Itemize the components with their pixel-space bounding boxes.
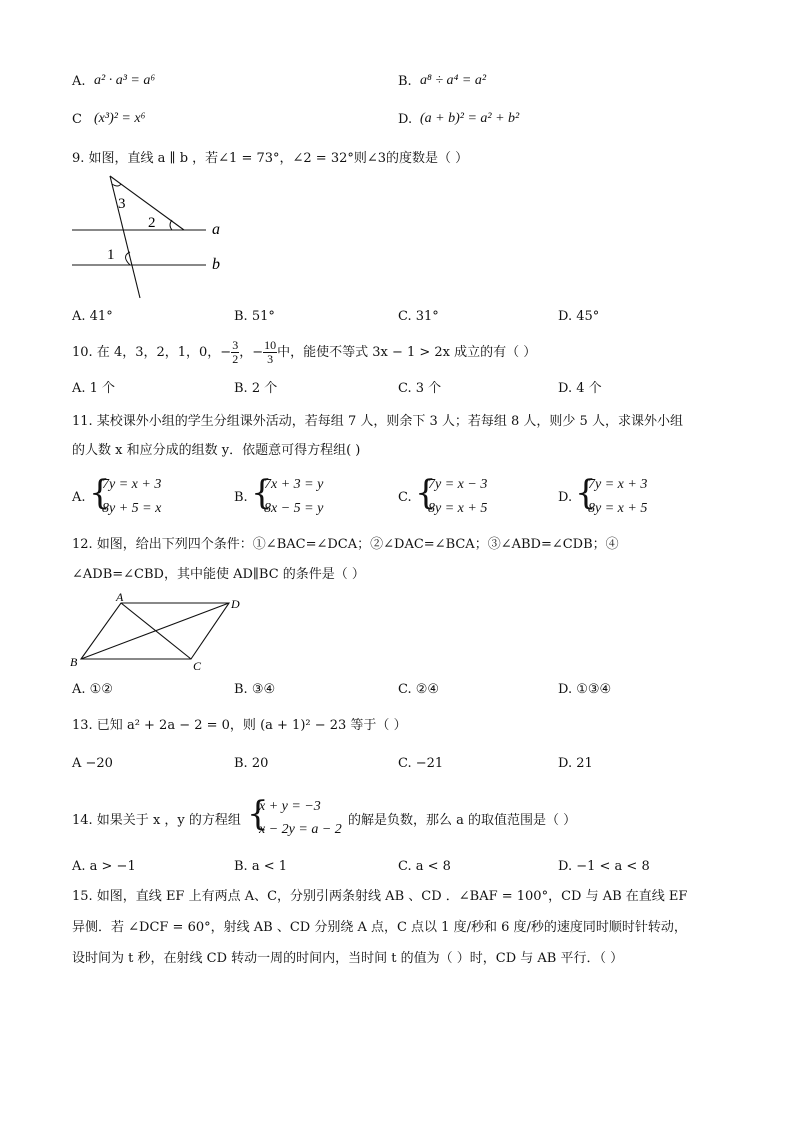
diagonal-bd <box>81 603 229 659</box>
q9-option-d: D. 45° <box>558 309 600 324</box>
q9-option-a: A. 41° <box>72 309 113 324</box>
q14-equation-2: x − 2y = a − 2 <box>259 822 342 837</box>
q10-stem-pre: 10. 在 4，3，2，1，0，− <box>72 345 232 360</box>
q13-stem: 13. 已知 a² + 2a − 2 = 0，则 (a + 1)² − 23 等于（ ） <box>72 718 407 733</box>
q9-option-c: C. 31° <box>398 309 439 324</box>
q12-figure <box>66 592 256 678</box>
vertex-c-label: C <box>193 659 202 673</box>
q12-option-d: D. ①③④ <box>558 682 612 697</box>
q12-option-c: C. ②④ <box>398 682 440 697</box>
q14-equation-1: x + y = −3 <box>259 799 321 814</box>
q10-stem-post: 中，能使不等式 3x − 1 > 2x 成立的有（ ） <box>277 345 537 360</box>
q12-stem-line2: ∠ADB=∠CBD，其中能使 AD∥BC 的条件是（ ） <box>72 567 365 582</box>
angle-1-label: 1 <box>107 247 115 263</box>
q14-stem-post: 的解是负数，那么 a 的取值范围是（ ） <box>348 813 577 828</box>
vertex-d-label: D <box>231 597 240 611</box>
q9-option-b: B. 51° <box>234 309 275 324</box>
q10-fraction-2: $\frac{10}{3}$ <box>264 338 277 366</box>
vertex-b-label: B <box>70 655 78 669</box>
q8-option-d-label: D. <box>398 112 413 127</box>
q8-option-c-expr: (x³)² = x⁶ <box>94 111 146 126</box>
q10-stem <box>72 336 536 370</box>
q14-stem-pre: 14. 如果关于 x ，y 的方程组 <box>72 813 241 828</box>
q15-stem-line2: 异侧．若 ∠DCF = 60°，射线 AB 、CD 分别绕 A 点，C 点以 1 度/秒和 6 度/秒的速度同时顺时针转动， <box>72 920 687 935</box>
q15-stem-line3: 设时间为 t 秒，在射线 CD 转动一周的时间内，当时间 t 的值为（ ）时，CD 与 AB 平行．（ ） <box>72 951 624 966</box>
angle-3-arc <box>112 184 121 186</box>
q11-stem-line2: 的人数 x 和应分成的组数 y．依题意可得方程组( ) <box>72 443 361 458</box>
q14-option-d: D. −1 < a < 8 <box>558 859 650 874</box>
q13-option-b: B. 20 <box>234 756 269 771</box>
q9-stem: 9. 如图，直线 a ∥ b ，若∠1 = 73°，∠2 = 32°则∠3的度数是（ ） <box>72 151 469 166</box>
q14-system-brace: { <box>247 794 269 834</box>
line-b-label: b <box>212 256 220 273</box>
q10-option-b: B. 2 个 <box>234 381 278 396</box>
q10-fraction-1: $\frac{3}{2}$ <box>232 338 239 366</box>
q8-option-c-label: C <box>72 112 82 127</box>
q12-option-b: B. ③④ <box>234 682 276 697</box>
angle-3-label: 3 <box>118 196 126 212</box>
q9-figure <box>72 172 242 302</box>
q14-option-c: C. a < 8 <box>398 859 451 874</box>
q8-option-a-expr: a² · a³ = a⁶ <box>94 73 156 88</box>
q10-option-a: A. 1 个 <box>72 381 116 396</box>
q11-stem-line1: 11. 某校课外小组的学生分组课外活动，若每组 7 人，则余下 3 人；若每组 8 人，则少 5 人，求课外小组 <box>72 414 683 429</box>
q15-stem-line1: 15. 如图，直线 EF 上有两点 A、C，分别引两条射线 AB 、CD ．∠BAF = 100°，CD 与 AB 在直线 EF <box>72 889 688 904</box>
q8-option-b-label: B. <box>398 74 412 89</box>
q13-option-d: D. 21 <box>558 756 593 771</box>
q10-stem-mid: ，− <box>239 345 264 360</box>
q14-option-b: B. a < 1 <box>234 859 287 874</box>
q8-option-d-expr: (a + b)² = a² + b² <box>420 111 520 126</box>
q10-option-d: D. 4 个 <box>558 381 602 396</box>
q12-option-a: A. ①② <box>72 682 113 697</box>
q8-option-b-expr: a⁸ ÷ a⁴ = a² <box>420 73 487 88</box>
q13-option-c: C. −21 <box>398 756 444 771</box>
q12-stem-line1: 12. 如图，给出下列四个条件：①∠BAC=∠DCA；②∠DAC=∠BCA；③∠ABD=∠CDB；④ <box>72 537 619 552</box>
q10-option-c: C. 3 个 <box>398 381 442 396</box>
line-a-label: a <box>212 221 220 238</box>
q13-option-a: A −20 <box>72 756 113 771</box>
vertex-a-label: A <box>116 592 124 604</box>
q8-option-a-label: A. <box>72 74 86 89</box>
angle-2-label: 2 <box>148 215 156 231</box>
q14-option-a: A. a > −1 <box>72 859 136 874</box>
